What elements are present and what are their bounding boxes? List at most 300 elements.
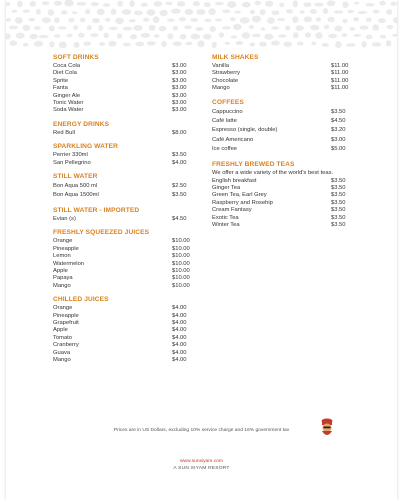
menu-item xyxy=(53,85,196,92)
menu-item xyxy=(212,200,355,207)
pattern-blob xyxy=(61,10,67,14)
pattern-blob xyxy=(72,11,77,14)
pattern-blob xyxy=(68,18,75,22)
pattern-blob xyxy=(103,3,110,7)
pattern-blob xyxy=(147,41,156,45)
item-name: Ginger Tea xyxy=(212,185,241,192)
pattern-blob xyxy=(215,19,222,22)
menu-item xyxy=(212,207,355,214)
item-name: Green Tea, Earl Grey xyxy=(212,192,267,199)
pattern-blob xyxy=(204,2,211,7)
pattern-blob xyxy=(141,33,151,38)
pattern-blob xyxy=(259,42,267,47)
item-price: $3.50 xyxy=(331,177,346,184)
item-name: Mango xyxy=(212,85,230,92)
menu-section xyxy=(53,121,196,137)
item-name: Grapefruit xyxy=(53,319,79,326)
item-price: $4.00 xyxy=(172,342,187,349)
item-price: $4.00 xyxy=(172,305,187,312)
item-price: $3.50 xyxy=(331,207,346,214)
pattern-blob xyxy=(353,34,361,37)
item-name: Soda Water xyxy=(53,107,84,114)
pattern-blob xyxy=(303,2,311,7)
pattern-blob xyxy=(77,2,87,6)
pattern-blob xyxy=(173,26,178,31)
pattern-blob xyxy=(323,8,328,14)
pattern-blob xyxy=(249,25,254,29)
pattern-blob xyxy=(264,34,273,40)
item-price: $10.00 xyxy=(172,260,190,267)
pattern-blob xyxy=(160,10,168,16)
resort-name: A SUN SIYAM RESORT xyxy=(173,466,230,471)
item-price: $3.00 xyxy=(172,77,187,84)
menu-section xyxy=(53,173,196,201)
pattern-blob xyxy=(15,17,23,24)
item-price: $11.00 xyxy=(331,63,349,69)
item-name: Pineapple xyxy=(53,245,79,252)
menu-item xyxy=(53,100,196,107)
section-description: We offer a wide variety of the world's best teas. xyxy=(212,169,334,176)
item-price: $4.00 xyxy=(172,356,187,363)
item-price: $10.00 xyxy=(172,238,190,245)
menu-item xyxy=(53,357,196,364)
menu-item xyxy=(53,93,196,100)
pattern-blob xyxy=(311,41,316,45)
item-name: Bon Aqua 500 ml xyxy=(53,183,98,190)
pattern-blob xyxy=(342,1,348,7)
pattern-blob xyxy=(316,17,322,21)
pattern-blob xyxy=(292,16,298,23)
pattern-blob xyxy=(271,41,280,46)
item-name: Evian (s) xyxy=(53,215,76,222)
pattern-blob xyxy=(265,1,273,7)
pattern-blob xyxy=(295,25,304,31)
pattern-blob xyxy=(74,42,80,48)
pattern-blob xyxy=(92,18,100,23)
pattern-blob xyxy=(342,19,347,23)
item-name: Espresso (single, double) xyxy=(212,127,278,134)
item-name: Vanilla xyxy=(212,63,229,69)
menu-item xyxy=(53,78,196,85)
pattern-blob xyxy=(6,2,10,6)
menu-item xyxy=(53,216,196,223)
item-price: $10.00 xyxy=(172,267,190,274)
pattern-blob xyxy=(387,25,394,29)
pattern-blob xyxy=(171,9,181,14)
pattern-blob xyxy=(39,35,49,38)
menu-section xyxy=(212,54,355,93)
pattern-blob xyxy=(54,1,62,6)
item-price: $8.00 xyxy=(172,129,187,136)
menu-item xyxy=(212,222,355,229)
pattern-blob xyxy=(391,2,397,6)
item-name: Strawberry xyxy=(212,70,241,77)
menu-item xyxy=(212,108,355,117)
pattern-blob xyxy=(12,10,18,13)
pattern-blob xyxy=(215,2,224,6)
pattern-blob xyxy=(64,0,74,7)
pattern-blob xyxy=(80,18,86,23)
item-price: $3.50 xyxy=(331,108,346,115)
item-price: $11.00 xyxy=(331,77,349,84)
item-name: Lemon xyxy=(53,253,71,260)
pattern-blob xyxy=(271,11,279,16)
pattern-blob xyxy=(366,35,373,40)
pattern-blob xyxy=(252,16,261,23)
section-heading: STILL WATER - IMPORTED xyxy=(53,206,140,214)
menu-item xyxy=(53,182,196,191)
pattern-blob xyxy=(293,32,299,38)
pattern-blob xyxy=(314,3,323,7)
pattern-blob xyxy=(97,9,105,16)
pattern-blob xyxy=(278,34,286,37)
pattern-blob xyxy=(17,1,22,8)
item-price: $4.00 xyxy=(172,349,187,356)
item-price: $10.00 xyxy=(172,253,190,260)
pattern-blob xyxy=(360,25,369,29)
menu-section xyxy=(212,161,355,230)
item-name: Raspberry and Rosehip xyxy=(212,199,273,206)
pattern-blob xyxy=(373,10,380,14)
pattern-blob xyxy=(222,26,231,29)
menu-item xyxy=(53,350,196,357)
menu-item xyxy=(212,70,355,77)
pattern-blob xyxy=(378,18,385,23)
menu-item xyxy=(53,63,196,70)
pattern-blob xyxy=(159,26,167,31)
item-name: Chocolate xyxy=(212,77,239,84)
menu-item xyxy=(53,283,196,290)
menu-section xyxy=(53,207,196,223)
pattern-blob xyxy=(222,10,230,14)
pattern-blob xyxy=(304,16,312,22)
pattern-blob xyxy=(328,17,335,22)
menu-item xyxy=(53,238,196,245)
menu-item xyxy=(212,215,355,222)
pattern-blob xyxy=(117,33,122,38)
item-name: Exotic Tea xyxy=(212,214,239,221)
menu-item xyxy=(212,85,355,92)
pattern-blob xyxy=(293,0,298,7)
pattern-blob xyxy=(91,2,99,6)
section-heading: STILL WATER xyxy=(53,173,98,181)
section-heading: FRESHLY SQUEEZED JUICES xyxy=(53,229,150,237)
pattern-blob xyxy=(122,9,132,15)
pattern-blob xyxy=(204,19,211,22)
pattern-blob xyxy=(149,25,156,31)
item-price: $3.50 xyxy=(331,214,346,221)
pattern-blob xyxy=(327,0,336,6)
pattern-blob xyxy=(185,9,194,15)
pattern-blob xyxy=(185,42,192,46)
website-link[interactable]: www.sunsiyam.com xyxy=(180,459,223,464)
item-name: Apple xyxy=(53,327,68,334)
item-price: $11.00 xyxy=(331,85,349,92)
menu-item xyxy=(212,63,355,70)
menu-item xyxy=(212,192,355,199)
pattern-blob xyxy=(297,42,304,46)
item-price: $3.00 xyxy=(172,85,187,92)
section-heading: CHILLED JUICES xyxy=(53,296,109,304)
pattern-blob xyxy=(179,17,186,21)
item-name: Coca Cola xyxy=(53,63,81,69)
pattern-blob xyxy=(366,3,375,7)
item-price: $4.00 xyxy=(172,327,187,334)
menu-item xyxy=(53,313,196,320)
pattern-blob xyxy=(372,24,379,31)
pattern-blob xyxy=(133,25,143,31)
pattern-blob xyxy=(219,32,224,38)
pattern-blob xyxy=(234,11,241,14)
pattern-blob xyxy=(87,25,92,30)
pattern-blob xyxy=(123,27,133,31)
item-name: Pineapple xyxy=(53,312,79,319)
pattern-blob xyxy=(315,32,322,39)
pattern-blob xyxy=(58,26,67,29)
item-name: San Pellegrino xyxy=(53,159,91,166)
pattern-blob xyxy=(195,27,203,31)
menu-item xyxy=(53,327,196,334)
item-price: $3.50 xyxy=(331,192,346,199)
pattern-blob xyxy=(254,1,261,5)
pattern-blob xyxy=(90,33,98,37)
menu-section xyxy=(53,143,196,167)
pattern-blob xyxy=(49,41,54,47)
pattern-blob xyxy=(267,17,275,24)
item-name: Cranberry xyxy=(53,342,79,349)
menu-item xyxy=(212,178,355,185)
menu-item xyxy=(53,152,196,159)
pattern-blob xyxy=(203,34,212,40)
pattern-blob xyxy=(349,27,355,31)
item-name: Perrier 330ml xyxy=(53,152,88,159)
menu-item xyxy=(53,320,196,327)
item-name: Ginger Ale xyxy=(53,92,81,99)
pattern-blob xyxy=(335,26,343,32)
pattern-blob xyxy=(353,17,359,21)
pattern-blob xyxy=(34,41,43,47)
menu-item xyxy=(53,191,196,200)
left-column xyxy=(53,54,196,370)
item-name: Red Bull xyxy=(53,129,75,136)
pattern-blob xyxy=(334,10,344,13)
item-price: $3.00 xyxy=(331,136,346,143)
item-name: Café latte xyxy=(212,118,237,125)
pattern-blob xyxy=(153,1,162,7)
menu-item xyxy=(212,78,355,85)
pattern-blob xyxy=(34,26,41,30)
pattern-blob xyxy=(212,42,217,48)
pattern-blob xyxy=(380,35,386,39)
item-price: $3.50 xyxy=(172,152,187,159)
menu-page xyxy=(6,0,397,500)
item-price: $3.00 xyxy=(172,92,187,99)
menu-item xyxy=(212,136,355,145)
pattern-blob xyxy=(271,26,279,29)
pattern-blob xyxy=(347,10,354,13)
section-heading: MILK SHAKES xyxy=(212,54,259,61)
pattern-blob xyxy=(386,40,392,46)
pattern-blob xyxy=(111,9,117,16)
item-price: $3.00 xyxy=(172,63,187,69)
pattern-blob xyxy=(358,11,367,14)
pattern-blob xyxy=(233,24,242,30)
pattern-blob xyxy=(242,32,250,39)
menu-item xyxy=(53,253,196,260)
pattern-blob xyxy=(305,32,311,37)
item-price: $4.00 xyxy=(172,319,187,326)
menu-item xyxy=(53,305,196,312)
pattern-blob xyxy=(29,34,37,39)
pattern-blob xyxy=(180,34,187,40)
pattern-blob xyxy=(48,9,55,16)
pattern-blob xyxy=(135,42,144,47)
decorative-header-pattern xyxy=(6,0,397,48)
menu-item xyxy=(53,70,196,77)
pattern-blob xyxy=(177,1,185,7)
pattern-blob xyxy=(379,1,385,6)
section-heading: COFFEES xyxy=(212,98,244,106)
pattern-blob xyxy=(73,25,78,30)
pattern-blob xyxy=(386,9,392,15)
menu-item xyxy=(53,261,196,268)
pattern-blob xyxy=(225,42,231,45)
pattern-blob xyxy=(129,19,136,22)
pattern-blob xyxy=(286,9,293,14)
menu-item xyxy=(53,107,196,114)
pattern-blob xyxy=(6,33,11,39)
pattern-blob xyxy=(105,18,110,22)
pattern-blob xyxy=(42,1,49,5)
item-name: Diet Cola xyxy=(53,70,77,77)
pattern-blob xyxy=(335,41,341,48)
pattern-blob xyxy=(393,17,397,23)
item-price: $3.20 xyxy=(331,127,346,134)
item-name: Cappuccino xyxy=(212,108,243,115)
item-price: $5.00 xyxy=(331,146,346,153)
menu-section xyxy=(212,99,355,155)
section-heading: SOFT DRINKS xyxy=(53,54,99,61)
pattern-blob xyxy=(123,43,131,47)
pattern-blob xyxy=(98,25,103,31)
pattern-blob xyxy=(184,25,192,29)
pattern-blob xyxy=(104,33,109,38)
pattern-blob xyxy=(284,42,292,47)
item-price: $10.00 xyxy=(172,275,190,282)
item-name: Ice coffee xyxy=(212,146,238,153)
pattern-blob xyxy=(328,34,337,38)
item-price: $4.50 xyxy=(331,118,346,125)
pattern-blob xyxy=(190,34,200,40)
pattern-blob xyxy=(67,34,73,38)
pattern-blob xyxy=(130,34,137,39)
pattern-blob xyxy=(85,9,90,14)
pattern-blob xyxy=(392,34,397,37)
item-price: $11.00 xyxy=(331,70,349,77)
pattern-blob xyxy=(173,42,182,47)
item-name: Cream Fantasy xyxy=(212,207,252,214)
menu-item xyxy=(53,246,196,253)
pattern-blob xyxy=(310,9,317,14)
item-price: $3.50 xyxy=(331,199,346,206)
item-name: Mango xyxy=(53,356,71,363)
pattern-blob xyxy=(310,25,319,31)
pattern-blob xyxy=(161,41,166,47)
menu-section xyxy=(53,229,196,290)
pattern-blob xyxy=(6,18,11,22)
item-name: Mango xyxy=(53,282,71,289)
menu-section xyxy=(53,54,196,115)
item-price: $10.00 xyxy=(172,245,190,252)
pattern-blob xyxy=(147,9,156,16)
item-name: Guava xyxy=(53,349,71,356)
item-price: $4.00 xyxy=(172,312,187,319)
pattern-blob xyxy=(23,25,30,31)
pattern-blob xyxy=(354,2,359,5)
pattern-blob xyxy=(16,33,25,39)
menu-item xyxy=(53,335,196,342)
price-footnote: Prices are in US Dollars, excluding 10% service charge and 16% government tax xyxy=(113,428,290,433)
item-name: Café Americano xyxy=(212,136,254,143)
right-column xyxy=(212,54,355,236)
pattern-blob xyxy=(129,0,134,7)
item-price: $3.50 xyxy=(331,185,346,192)
pattern-blob xyxy=(153,16,160,23)
item-price: $2.50 xyxy=(172,183,187,190)
pattern-blob xyxy=(231,35,237,38)
pattern-blob xyxy=(209,8,216,15)
menu-item xyxy=(53,130,196,137)
pattern-blob xyxy=(366,17,372,22)
pattern-blob xyxy=(193,1,200,6)
pattern-blob xyxy=(324,25,330,29)
pattern-blob xyxy=(285,25,290,30)
pattern-blob xyxy=(167,19,175,22)
pattern-blob xyxy=(260,28,265,31)
pattern-blob xyxy=(227,1,236,8)
item-price: $3.50 xyxy=(331,222,346,229)
pattern-blob xyxy=(190,18,198,22)
pattern-blob xyxy=(99,42,105,46)
pattern-blob xyxy=(167,33,173,39)
item-name: Watermelon xyxy=(53,260,85,267)
pattern-blob xyxy=(362,41,367,48)
pattern-blob xyxy=(108,41,116,47)
item-name: Winter Tea xyxy=(212,222,240,229)
pattern-blob xyxy=(372,42,382,46)
section-heading: ENERGY DRINKS xyxy=(53,120,110,128)
pattern-blob xyxy=(109,27,118,30)
pattern-blob xyxy=(143,18,149,22)
pattern-blob xyxy=(252,34,261,38)
section-heading: SPARKLING WATER xyxy=(53,143,118,151)
mascot-icon xyxy=(319,417,335,437)
item-price: $3.00 xyxy=(172,70,187,77)
pattern-blob xyxy=(30,1,36,7)
pattern-blob xyxy=(240,17,250,23)
item-name: Tonic Water xyxy=(53,100,84,107)
pattern-blob xyxy=(300,10,305,14)
pattern-blob xyxy=(42,17,51,23)
item-name: Papaya xyxy=(53,275,73,282)
pattern-blob xyxy=(134,11,143,16)
menu-item xyxy=(53,342,196,349)
item-price: $3.00 xyxy=(172,100,187,107)
pattern-blob xyxy=(250,42,255,46)
item-name: Sprite xyxy=(53,77,69,84)
pattern-blob xyxy=(115,18,124,25)
pattern-blob xyxy=(279,3,284,7)
